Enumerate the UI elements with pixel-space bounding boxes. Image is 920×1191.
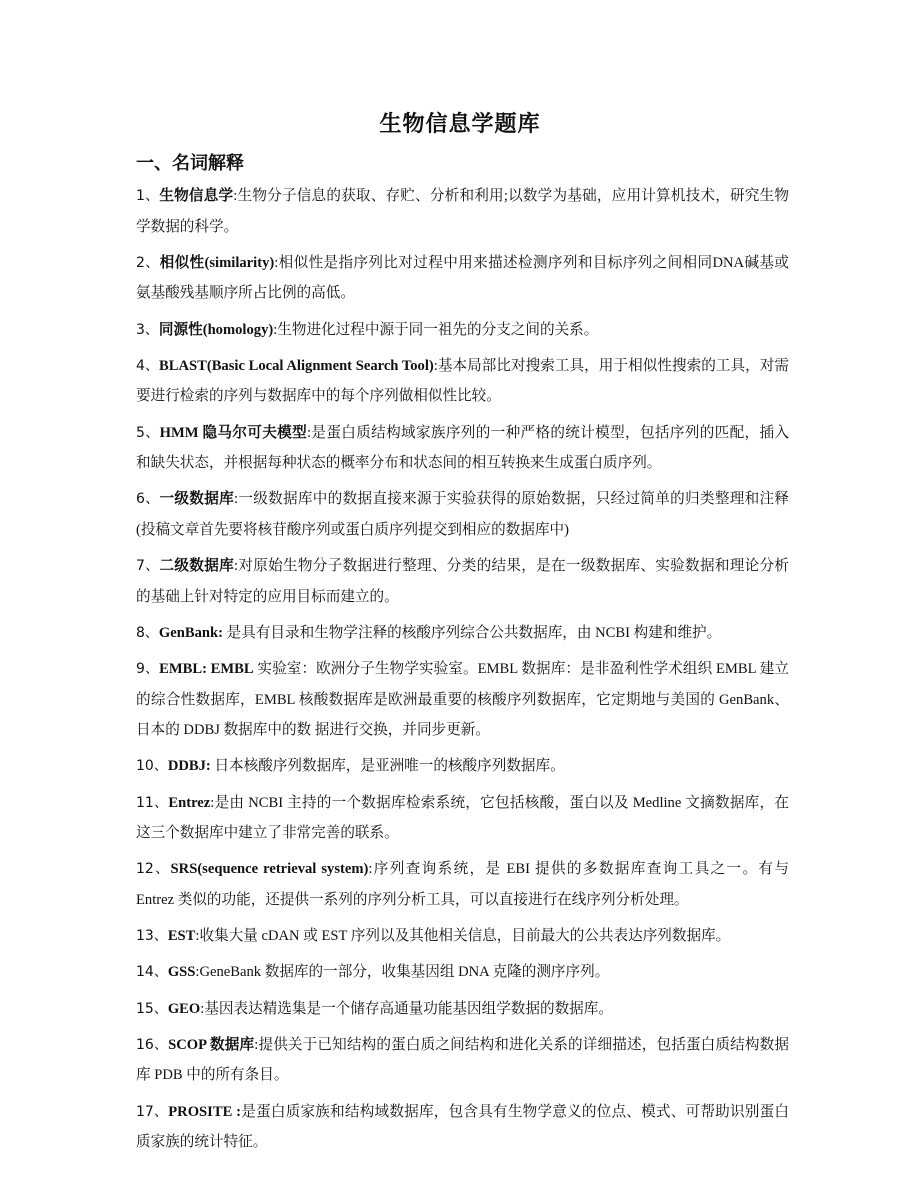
entry-term: PROSITE : bbox=[168, 1103, 242, 1120]
entry-term: GenBank: bbox=[158, 624, 223, 641]
glossary-entry bbox=[136, 351, 789, 412]
entry-definition: :生物进化过程中源于同一祖先的分支之间的关系。 bbox=[273, 321, 599, 338]
glossary-entry bbox=[136, 1097, 789, 1158]
entry-number: 8、 bbox=[136, 624, 159, 641]
entry-term: EMBL: EMBL bbox=[159, 661, 254, 678]
entry-definition: :是蛋白质结构域家族序列的一种严格的统计模型，包括序列的匹配，插入和缺失状态，并根据每种状态的概率分布和状态间的相互转换来生成蛋白质序列。 bbox=[136, 424, 789, 472]
entry-number: 16、 bbox=[136, 1036, 169, 1053]
entry-definition: :提供关于已知结构的蛋白质之间结构和进化关系的详细描述，包括蛋白质结构数据库 PDB 中的所有条目。 bbox=[136, 1036, 789, 1084]
entry-term: Entrez bbox=[168, 794, 211, 811]
glossary-entry bbox=[136, 248, 789, 309]
entry-definition: :对原始生物分子数据进行整理、分类的结果，是在一级数据库、实验数据和理论分析的基础上针对特定的应用目标而建立的。 bbox=[136, 558, 789, 605]
glossary-entry bbox=[136, 788, 789, 849]
entry-term: DDBJ: bbox=[167, 758, 211, 775]
entry-number: 15、 bbox=[136, 1000, 168, 1017]
entry-number: 1、 bbox=[136, 188, 160, 204]
entry-number: 2、 bbox=[136, 254, 160, 271]
glossary-entry bbox=[136, 618, 789, 649]
glossary-entry bbox=[136, 854, 789, 915]
entry-number: 4、 bbox=[136, 357, 159, 374]
entry-term: BLAST(Basic Local Alignment Search Tool) bbox=[158, 357, 434, 374]
glossary-entry bbox=[136, 921, 789, 952]
glossary-list bbox=[136, 181, 789, 1163]
entry-number: 5、 bbox=[136, 424, 160, 441]
entry-definition: :序列查询系统，是 EBI 提供的多数据库查询工具之一。有与 Entrez 类似的功能，还提供一系列的序列分析工具，可以直接进行在线序列分析处理。 bbox=[136, 861, 789, 908]
entry-term: HMM 隐马尔可夫模型 bbox=[159, 424, 308, 441]
entry-definition: :生物分子信息的获取、存贮、分析和利用;以数学为基础，应用计算机技术，研究生物学数据的科学。 bbox=[136, 188, 789, 235]
entry-definition: :基因表达精选集是一个储存高通量功能基因组学数据的数据库。 bbox=[200, 1000, 613, 1017]
page-title: 生物信息学题库 bbox=[379, 112, 541, 137]
glossary-entry bbox=[136, 418, 789, 479]
entry-number: 13、 bbox=[136, 928, 168, 945]
entry-number: 12、 bbox=[136, 861, 171, 878]
entry-number: 14、 bbox=[136, 964, 168, 981]
entry-term: GSS bbox=[167, 964, 196, 981]
entry-number: 9、 bbox=[136, 661, 160, 678]
section-heading: 一、名词解释 bbox=[136, 153, 244, 174]
glossary-entry bbox=[136, 654, 789, 746]
entry-term: EST bbox=[167, 928, 196, 945]
entry-definition: :相似性是指序列比对过程中用来描述检测序列和目标序列之间相同DNA碱基或氨基酸残基顺序所占比例的高低。 bbox=[136, 254, 789, 302]
entry-number: 17、 bbox=[136, 1103, 169, 1120]
glossary-entry bbox=[136, 551, 789, 612]
entry-term: 二级数据库 bbox=[159, 558, 234, 575]
entry-number: 10、 bbox=[136, 758, 168, 775]
glossary-entry bbox=[136, 484, 789, 545]
entry-number: 11、 bbox=[136, 794, 169, 811]
entry-term: 相似性(similarity) bbox=[159, 254, 275, 271]
entry-definition: 是具有目录和生物学注释的核酸序列综合公共数据库，由 NCBI 构建和维护。 bbox=[223, 624, 722, 641]
entry-term: GEO bbox=[167, 1000, 201, 1017]
entry-definition: :一级数据库中的数据直接来源于实验获得的原始数据，只经过简单的归类整理和注释(投稿文章首先要将核苷酸序列或蛋白质序列提交到相应的数据库中) bbox=[136, 491, 789, 538]
entry-term: 同源性(homology) bbox=[158, 321, 274, 338]
entry-number: 7、 bbox=[136, 558, 160, 575]
glossary-entry bbox=[136, 1030, 789, 1091]
entry-definition: 是蛋白质家族和结构域数据库，包含具有生物学意义的位点、模式、可帮助识别蛋白质家族的统计特征。 bbox=[136, 1103, 789, 1151]
entry-term: SCOP 数据库 bbox=[168, 1036, 255, 1053]
entry-term: SRS(sequence retrieval system) bbox=[170, 861, 369, 878]
entry-definition: 日本核酸序列数据库，是亚洲唯一的核酸序列数据库。 bbox=[210, 758, 565, 775]
entry-number: 3、 bbox=[136, 321, 159, 338]
glossary-entry bbox=[136, 181, 789, 242]
entry-term: 生物信息学 bbox=[159, 188, 234, 204]
entry-term: 一级数据库 bbox=[159, 491, 234, 508]
entry-definition: 实验室：欧洲分子生物学实验室。EMBL 数据库：是非盈利性学术组织 EMBL 建立的综合性数据库，EMBL 核酸数据库是欧洲最重要的核酸序列数据库，它定期地与美国的 GenBank、日本的 DDBJ 数据库中的数 据进行交换，并同步更新。 bbox=[136, 661, 789, 739]
glossary-entry bbox=[136, 994, 789, 1025]
glossary-entry bbox=[136, 957, 789, 988]
entry-definition: :GeneBank 数据库的一部分，收集基因组 DNA 克隆的测序序列。 bbox=[195, 964, 610, 981]
entry-definition: :基本局部比对搜索工具，用于相似性搜索的工具，对需要进行检索的序列与数据库中的每个序列做相似性比较。 bbox=[136, 357, 789, 405]
glossary-entry bbox=[136, 315, 789, 346]
entry-definition: :收集大量 cDAN 或 EST 序列以及其他相关信息，目前最大的公共表达序列数据库。 bbox=[195, 928, 731, 945]
entry-number: 6、 bbox=[136, 491, 160, 508]
entry-definition: :是由 NCBI 主持的一个数据库检索系统，它包括核酸，蛋白以及 Medline 文摘数据库，在这三个数据库中建立了非常完善的联系。 bbox=[136, 794, 789, 842]
glossary-entry bbox=[136, 751, 789, 782]
